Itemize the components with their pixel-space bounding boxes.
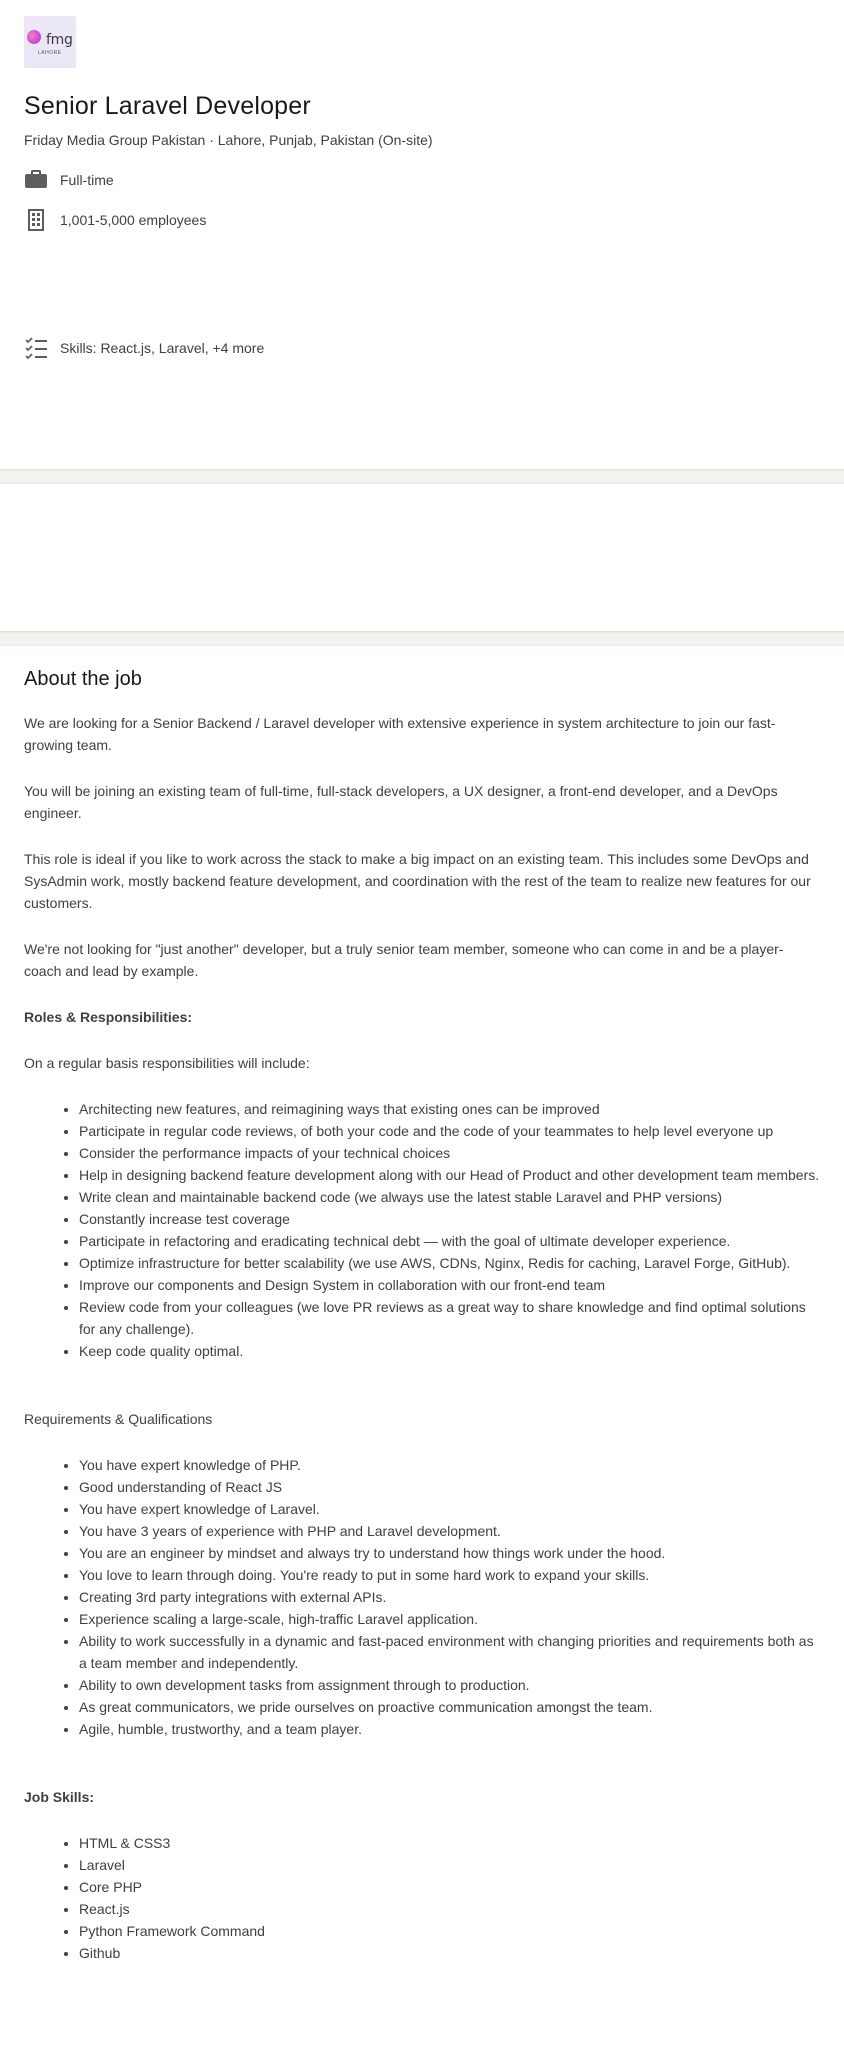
checklist-icon — [24, 336, 48, 360]
requirements-heading: Requirements & Qualifications — [24, 1411, 213, 1427]
list-item: • Participate in regular code reviews, of both your code and the code of your teammates to help level everyone up — [79, 1120, 820, 1142]
list-item: • Agile, humble, trustworthy, and a team player. — [79, 1718, 820, 1740]
list-item: • Github — [79, 1942, 820, 1964]
list-item: • Experience scaling a large-scale, high-traffic Laravel application. — [79, 1608, 820, 1630]
roles-list — [24, 1098, 820, 1362]
logo-subtext: LAHORE — [38, 50, 62, 56]
job-title: Senior Laravel Developer — [24, 92, 311, 120]
list-item: • Consider the performance impacts of your technical choices — [79, 1142, 820, 1164]
list-item: • Ability to work successfully in a dynamic and fast-paced environment with changing priorities and requirements both as a team member and independently. — [79, 1630, 820, 1674]
list-item: • You have expert knowledge of Laravel. — [79, 1498, 820, 1520]
company-size-insight — [24, 208, 820, 232]
list-item: • Laravel — [79, 1854, 820, 1876]
list-item: • Python Framework Command — [79, 1920, 820, 1942]
skills-insight[interactable] — [24, 336, 820, 360]
employment-type-insight — [24, 168, 820, 192]
separator: · — [209, 132, 214, 148]
skills-heading: Job Skills: — [24, 1789, 95, 1805]
job-location: Lahore, Punjab, Pakistan (On-site) — [217, 132, 433, 148]
company-logo[interactable] — [24, 16, 76, 68]
intro-paragraph: We are looking for a Senior Backend / Laravel developer with extensive experience in system architecture to join our fast-growing team. — [24, 715, 776, 753]
list-item: • You have expert knowledge of PHP. — [79, 1454, 820, 1476]
briefcase-icon — [24, 168, 48, 192]
intro-paragraph: We're not looking for "just another" developer, but a truly senior team member, someone who can come in and be a player-coach and lead by example. — [24, 941, 784, 979]
job-description — [24, 712, 820, 1964]
list-item: • Architecting new features, and reimagining ways that existing ones can be improved — [79, 1098, 820, 1120]
employment-type: Full-time — [60, 172, 114, 188]
list-item: • Core PHP — [79, 1876, 820, 1898]
skills-summary[interactable]: Skills: React.js, Laravel, +4 more — [60, 340, 265, 356]
logo-mark-icon — [27, 30, 41, 44]
building-icon — [24, 208, 48, 232]
list-item: • As great communicators, we pride ourselves on proactive communication amongst the team. — [79, 1696, 820, 1718]
empty-card — [0, 484, 844, 632]
company-size: 1,001-5,000 employees — [60, 212, 207, 228]
list-item: • Optimize infrastructure for better scalability (we use AWS, CDNs, Nginx, Redis for caching, Laravel Forge, GitHub). — [79, 1252, 820, 1274]
list-item: • Creating 3rd party integrations with external APIs. — [79, 1586, 820, 1608]
list-item: • HTML & CSS3 — [79, 1832, 820, 1854]
list-item: • You love to learn through doing. You're ready to put in some hard work to expand your skills. — [79, 1564, 820, 1586]
list-item: • You are an engineer by mindset and always try to understand how things work under the hood. — [79, 1542, 820, 1564]
company-line — [24, 130, 820, 150]
about-title: About the job — [24, 668, 142, 690]
list-item: • React.js — [79, 1898, 820, 1920]
requirements-list — [24, 1454, 820, 1740]
intro-paragraph: You will be joining an existing team of full-time, full-stack developers, a UX designer, a front-end developer, and a DevOps engineer. — [24, 783, 778, 821]
list-item: • Good understanding of React JS — [79, 1476, 820, 1498]
intro-paragraph: This role is ideal if you like to work across the stack to make a big impact on an existing team. This includes some DevOps and SysAdmin work, mostly backend feature development, and coordination with the rest of the team to realize new features for our customers. — [24, 851, 811, 911]
skills-list — [24, 1832, 820, 1964]
logo-text: fmg — [46, 32, 73, 48]
list-item: • Write clean and maintainable backend code (we always use the latest stable Laravel and PHP versions) — [79, 1186, 820, 1208]
list-item: • Help in designing backend feature development along with our Head of Product and other development team members. — [79, 1164, 820, 1186]
about-the-job-card — [0, 646, 844, 2057]
list-item: • Participate in refactoring and eradicating technical debt — with the goal of ultimate developer experience. — [79, 1230, 820, 1252]
list-item: • Ability to own development tasks from assignment through to production. — [79, 1674, 820, 1696]
roles-heading: Roles & Responsibilities: — [24, 1009, 193, 1025]
list-item: • You have 3 years of experience with PHP and Laravel development. — [79, 1520, 820, 1542]
list-item: • Keep code quality optimal. — [79, 1340, 820, 1362]
list-item: • Improve our components and Design System in collaboration with our front-end team — [79, 1274, 820, 1296]
roles-intro: On a regular basis responsibilities will include: — [24, 1055, 310, 1071]
company-name-link[interactable]: Friday Media Group Pakistan — [24, 132, 206, 148]
list-item: • Review code from your colleagues (we love PR reviews as a great way to share knowledge and find optimal solutions for any challenge). — [79, 1296, 820, 1340]
list-item: • Constantly increase test coverage — [79, 1208, 820, 1230]
job-top-card — [0, 0, 844, 470]
